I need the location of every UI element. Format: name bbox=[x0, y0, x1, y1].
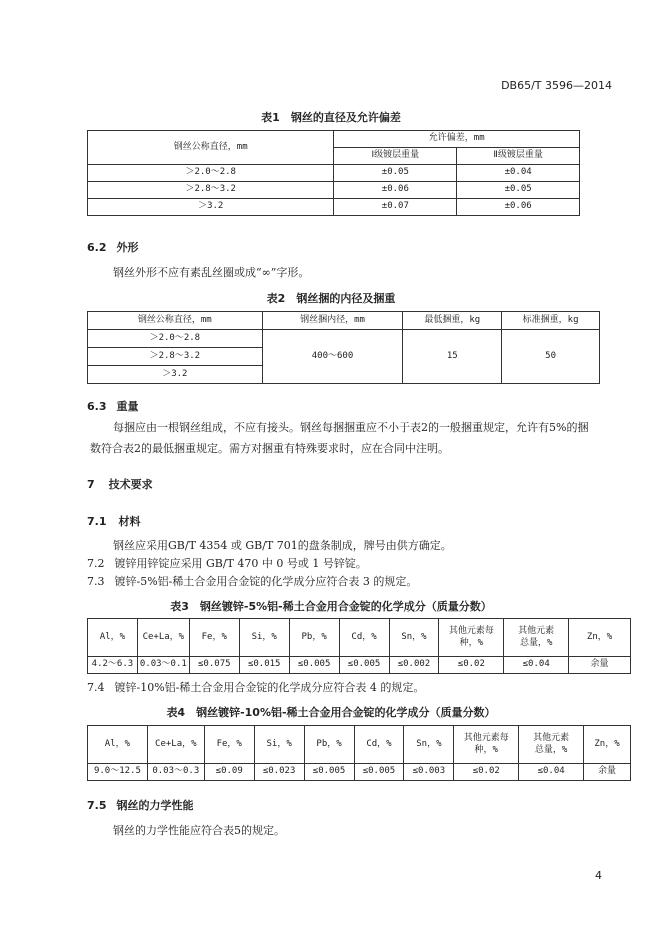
section-number: 7 bbox=[87, 478, 95, 491]
table-row bbox=[88, 199, 580, 216]
table3-header-si: Si，% bbox=[239, 619, 289, 657]
header-line: 其他元素 bbox=[533, 733, 570, 744]
table-cell: ≤0.02 bbox=[454, 764, 519, 781]
table-cell: ≤0.075 bbox=[189, 657, 239, 674]
header-line: 其他元素 bbox=[518, 626, 555, 637]
table-cell: ±0.06 bbox=[457, 199, 580, 216]
table-cell: ≤0.023 bbox=[254, 764, 304, 781]
table4 bbox=[87, 725, 631, 781]
table3-header-cd: Cd，% bbox=[339, 619, 389, 657]
table4-header-cd: Cd，% bbox=[354, 726, 404, 764]
table3-header-fe: Fe，% bbox=[189, 619, 239, 657]
table3-header-other-total bbox=[504, 619, 569, 657]
table1-title: 表1 钢丝的直径及允许偏差 bbox=[261, 111, 401, 124]
table-cell: ≤0.04 bbox=[519, 764, 584, 781]
table3-header-other-each bbox=[439, 619, 504, 657]
page-number: 4 bbox=[595, 869, 602, 882]
table1-header-grade1: Ⅰ级镀层重量 bbox=[334, 148, 457, 165]
table-cell: 余量 bbox=[569, 657, 631, 674]
table4-header-si: Si，% bbox=[254, 726, 304, 764]
section-7-1-heading bbox=[87, 513, 141, 529]
header-line: 种，% bbox=[474, 744, 498, 755]
table-cell: 15 bbox=[403, 330, 502, 384]
section-number: 7.5 bbox=[87, 799, 107, 812]
section-6-3-line1: 每捆应由一根钢丝组成，不应有接头。钢丝每捆捆重应不小于表2的一般捆重规定，允许有5%的捆 bbox=[113, 421, 589, 434]
table-cell: ＞3.2 bbox=[88, 366, 263, 384]
table-row bbox=[88, 330, 600, 348]
table-cell: 400～600 bbox=[262, 330, 403, 384]
section-7-2 bbox=[87, 555, 367, 571]
header-line: 种，% bbox=[459, 637, 484, 648]
table-cell: ±0.04 bbox=[457, 165, 580, 182]
section-number: 7.1 bbox=[87, 515, 107, 528]
table2-header-min: 最低捆重，kg bbox=[403, 312, 502, 330]
table-cell: ±0.07 bbox=[334, 199, 457, 216]
section-7-5-text: 钢丝的力学性能应符合表5的规定。 bbox=[113, 824, 285, 837]
table-cell: 余量 bbox=[584, 764, 631, 781]
table3-title: 表3 钢丝镀锌-5%铝-稀土合金用合金锭的化学成分（质量分数） bbox=[170, 600, 492, 613]
section-number: 7.4 bbox=[87, 681, 105, 694]
table3-header-cela: Ce+La，% bbox=[137, 619, 189, 657]
header-line: 其他元素每 bbox=[448, 626, 494, 637]
section-title: 钢丝的力学性能 bbox=[116, 799, 194, 812]
section-7-1-text: 钢丝应采用GB/T 4354 或 GB/T 701的盘条制成，牌号由供方确定。 bbox=[113, 539, 452, 552]
section-7-heading bbox=[87, 476, 153, 492]
section-6-3-line2: 数符合表2的最低捆重规定。需方对捆重有特殊要求时，应在合同中注明。 bbox=[90, 442, 449, 455]
table4-header-zn: Zn，% bbox=[584, 726, 631, 764]
section-text: 镀锌-10%铝-稀土合金用合金锭的化学成分应符合表 4 的规定。 bbox=[114, 681, 425, 694]
table-cell: ≤0.02 bbox=[439, 657, 504, 674]
table1-header-grade2: Ⅱ级镀层重量 bbox=[457, 148, 580, 165]
table2 bbox=[87, 311, 600, 384]
table-cell: ±0.05 bbox=[457, 182, 580, 199]
table-cell: ±0.05 bbox=[334, 165, 457, 182]
table-row bbox=[88, 165, 580, 182]
table-cell: ≤0.09 bbox=[204, 764, 254, 781]
header-line: 其他元素每 bbox=[463, 733, 509, 744]
table-cell: 0.03～0.1 bbox=[137, 657, 189, 674]
document-header: DB65/T 3596—2014 bbox=[501, 79, 612, 92]
table2-header-diameter: 钢丝公称直径，mm bbox=[88, 312, 263, 330]
section-7-5-heading bbox=[87, 797, 194, 813]
table-cell: ≤0.005 bbox=[339, 657, 389, 674]
table2-title: 表2 钢丝捆的内径及捆重 bbox=[266, 292, 396, 305]
table1 bbox=[87, 130, 580, 216]
table-cell: ≤0.003 bbox=[404, 764, 454, 781]
table3 bbox=[87, 618, 631, 674]
table4-title: 表4 钢丝镀锌-10%铝-稀土合金用合金锭的化学成分（质量分数） bbox=[166, 706, 496, 719]
table3-header-al: Al，% bbox=[88, 619, 138, 657]
table3-header-zn: Zn，% bbox=[569, 619, 631, 657]
section-text: 镀锌-5%铝-稀土合金用合金锭的化学成分应符合表 3 的规定。 bbox=[114, 575, 418, 588]
table4-header-other-total bbox=[519, 726, 584, 764]
table-cell: 9.0～12.5 bbox=[88, 764, 148, 781]
table-cell: ＞2.8～3.2 bbox=[88, 182, 334, 199]
table-cell: ＞2.0～2.8 bbox=[88, 165, 334, 182]
table-row bbox=[88, 764, 631, 781]
table-cell: ≤0.005 bbox=[354, 764, 404, 781]
table-cell: ＞2.0～2.8 bbox=[88, 330, 263, 348]
section-title: 重量 bbox=[116, 400, 139, 413]
section-title: 材料 bbox=[118, 515, 141, 528]
table-cell: ＞3.2 bbox=[88, 199, 334, 216]
section-7-4 bbox=[87, 679, 424, 695]
table4-header-pb: Pb，% bbox=[304, 726, 354, 764]
table3-header-pb: Pb，% bbox=[289, 619, 339, 657]
section-number: 6.3 bbox=[87, 400, 107, 413]
section-number: 7.2 bbox=[87, 557, 105, 570]
table2-header-std: 标准捆重，kg bbox=[502, 312, 600, 330]
header-line: 总量，% bbox=[519, 637, 553, 648]
table4-header-fe: Fe，% bbox=[204, 726, 254, 764]
table-cell: ≤0.002 bbox=[389, 657, 439, 674]
table4-header-al: Al，% bbox=[88, 726, 148, 764]
table-cell: ≤0.005 bbox=[304, 764, 354, 781]
table-cell: 50 bbox=[502, 330, 600, 384]
table1-header-tolerance: 允许偏差，mm bbox=[334, 131, 580, 148]
section-title: 技术要求 bbox=[108, 478, 153, 491]
section-6-2-heading bbox=[87, 239, 139, 255]
table-cell: ≤0.04 bbox=[504, 657, 569, 674]
table4-header-sn: Sn，% bbox=[404, 726, 454, 764]
section-6-2-text: 钢丝外形不应有素乱丝圈或成“∞”字形。 bbox=[113, 266, 310, 279]
table4-header-other-each bbox=[454, 726, 519, 764]
section-title: 外形 bbox=[116, 241, 139, 254]
table-row bbox=[88, 657, 631, 674]
table2-header-inner: 钢丝捆内径，mm bbox=[262, 312, 403, 330]
table-row bbox=[88, 182, 580, 199]
section-text: 镀锌用锌锭应采用 GB/T 470 中 0 号或 1 号锌锭。 bbox=[114, 557, 367, 570]
table-cell: ≤0.005 bbox=[289, 657, 339, 674]
table-cell: 0.03～0.3 bbox=[147, 764, 204, 781]
table-cell: ≤0.015 bbox=[239, 657, 289, 674]
section-7-3 bbox=[87, 573, 417, 589]
table3-header-sn: Sn，% bbox=[389, 619, 439, 657]
section-6-3-heading bbox=[87, 398, 139, 414]
table-cell: ＞2.8～3.2 bbox=[88, 348, 263, 366]
table4-header-cela: Ce+La，% bbox=[147, 726, 204, 764]
section-number: 7.3 bbox=[87, 575, 105, 588]
table1-header-diameter: 钢丝公称直径，mm bbox=[88, 131, 334, 165]
table-cell: ±0.06 bbox=[334, 182, 457, 199]
table-cell: 4.2～6.3 bbox=[88, 657, 138, 674]
header-line: 总量，% bbox=[534, 744, 568, 755]
section-number: 6.2 bbox=[87, 241, 107, 254]
